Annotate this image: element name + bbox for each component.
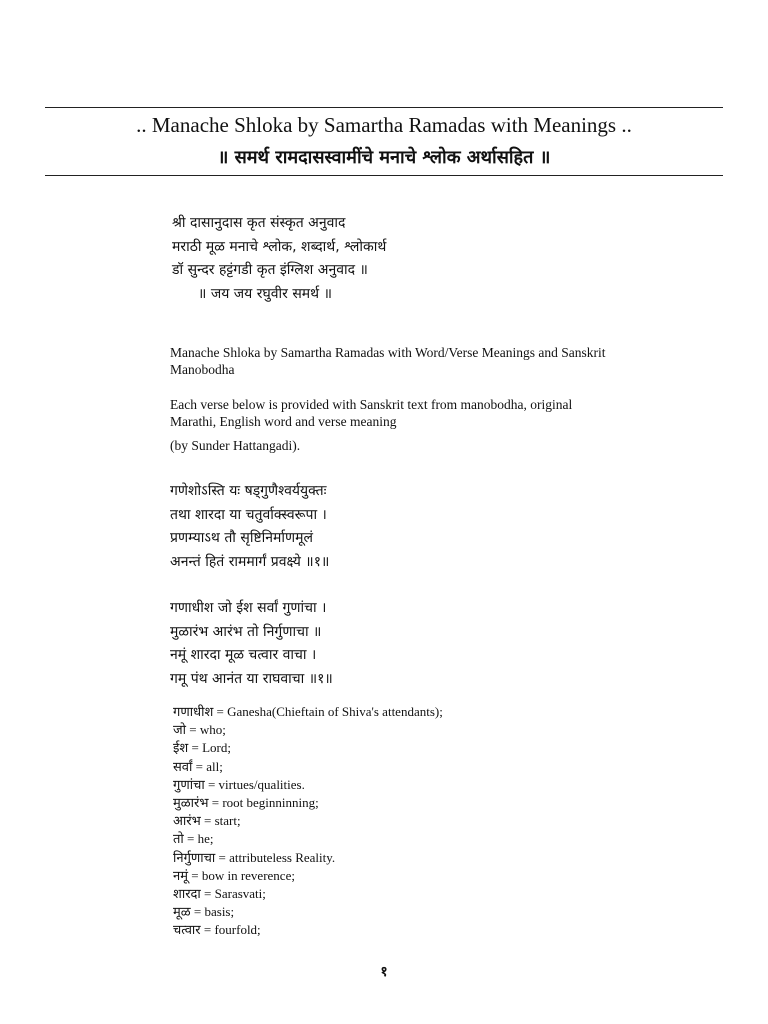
glossary-term: गुणांचा — [173, 777, 205, 793]
top-rule — [45, 107, 723, 108]
glossary-term: ईश — [173, 741, 189, 757]
glossary-item — [173, 794, 443, 812]
glossary-item — [173, 849, 443, 867]
word-meanings-list — [173, 703, 443, 940]
page-title: .. Manache Shloka by Samartha Ramadas with Meanings .. — [136, 113, 632, 137]
page-number: १ — [380, 964, 388, 980]
glossary-definition: = root beginninning; — [208, 795, 319, 811]
glossary-definition: = all; — [192, 758, 223, 774]
glossary-term: चत्वार — [173, 923, 201, 939]
glossary-item — [173, 903, 443, 921]
verse-line: प्रणम्याऽथ तौ सृष्टिनिर्माणमूलं — [170, 530, 314, 546]
glossary-definition: = who; — [186, 722, 226, 738]
glossary-item — [173, 921, 443, 939]
page-title-devanagari: ॥ समर्थ रामदासस्वामींचे मनाचे श्लोक अर्थासहित ॥ — [217, 147, 551, 168]
glossary-definition: = he; — [183, 831, 214, 847]
intro-paragraph: Each verse below is provided with Sanskrit text from manobodha, original Marathi, English word and verse meaning — [170, 397, 573, 429]
glossary-item — [173, 758, 443, 776]
glossary-definition: = virtues/qualities. — [204, 776, 305, 792]
glossary-definition: = start; — [200, 813, 241, 829]
glossary-definition: = Ganesha(Chieftain of Shiva's attendants); — [213, 704, 443, 719]
bottom-rule — [45, 175, 723, 176]
verse-line: नमूं शारदा मूळ चत्वार वाचा । — [170, 647, 317, 663]
glossary-term: मूळ — [173, 905, 191, 921]
credit-line: मराठी मूळ मनाचे श्लोक, शब्दार्थ, श्लोकार्थ — [172, 238, 387, 255]
glossary-definition: = Sarasvati; — [200, 886, 266, 902]
glossary-definition: = attributeless Reality. — [215, 849, 336, 865]
intro-paragraph: (by Sunder Hattangadi). — [170, 438, 301, 453]
glossary-item — [173, 812, 443, 830]
glossary-item — [173, 885, 443, 903]
glossary-item — [173, 703, 443, 721]
glossary-definition: = basis; — [190, 904, 235, 920]
glossary-item — [173, 721, 443, 739]
sanskrit-verse — [170, 480, 329, 574]
glossary-definition: = fourfold; — [200, 922, 261, 938]
verse-line: मुळारंभ आरंभ तो निर्गुणाचा ॥ — [170, 623, 322, 640]
verse-line: तथा शारदा या चतुर्वाक्स्वरूपा । — [170, 506, 327, 523]
glossary-item — [173, 867, 443, 885]
glossary-term: आरंभ — [173, 814, 201, 830]
credit-line: ॥ जय जय रघुवीर समर्थ ॥ — [198, 285, 332, 302]
credit-line: श्री दासानुदास कृत संस्कृत अनुवाद — [172, 215, 346, 231]
glossary-term: मुळारंभ — [173, 796, 209, 812]
verse-line: गणाधीश जो ईश सर्वां गुणांचा । — [170, 600, 327, 616]
credits-block — [172, 212, 386, 306]
glossary-item — [173, 830, 443, 848]
glossary-term: तो — [173, 832, 184, 848]
glossary-definition: = bow in reverence; — [188, 867, 295, 883]
glossary-term: सर्वां — [173, 759, 193, 775]
verse-line: गमू पंथ आनंत या राघवाचा ॥१॥ — [170, 670, 333, 687]
glossary-term: गणाधीश — [173, 705, 214, 720]
intro-paragraph: Manache Shloka by Samartha Ramadas with Word/Verse Meanings and Sanskrit Manobodha — [170, 345, 606, 377]
glossary-term: निर्गुणाचा — [173, 850, 216, 866]
glossary-item — [173, 776, 443, 794]
glossary-definition: = Lord; — [188, 740, 231, 756]
marathi-verse — [170, 597, 333, 691]
glossary-term: नमूं — [173, 868, 188, 884]
verse-line: गणेशोऽस्ति यः षड्गुणैश्वर्ययुक्तः — [170, 483, 327, 499]
glossary-term: शारदा — [173, 887, 201, 903]
glossary-item — [173, 739, 443, 757]
glossary-term: जो — [173, 723, 187, 739]
verse-line: अनन्तं हितं राममार्गं प्रवक्ष्ये ॥१॥ — [170, 553, 330, 570]
credit-line: डॉ सुन्दर हट्टंगडी कृत इंग्लिश अनुवाद ॥ — [172, 262, 368, 278]
